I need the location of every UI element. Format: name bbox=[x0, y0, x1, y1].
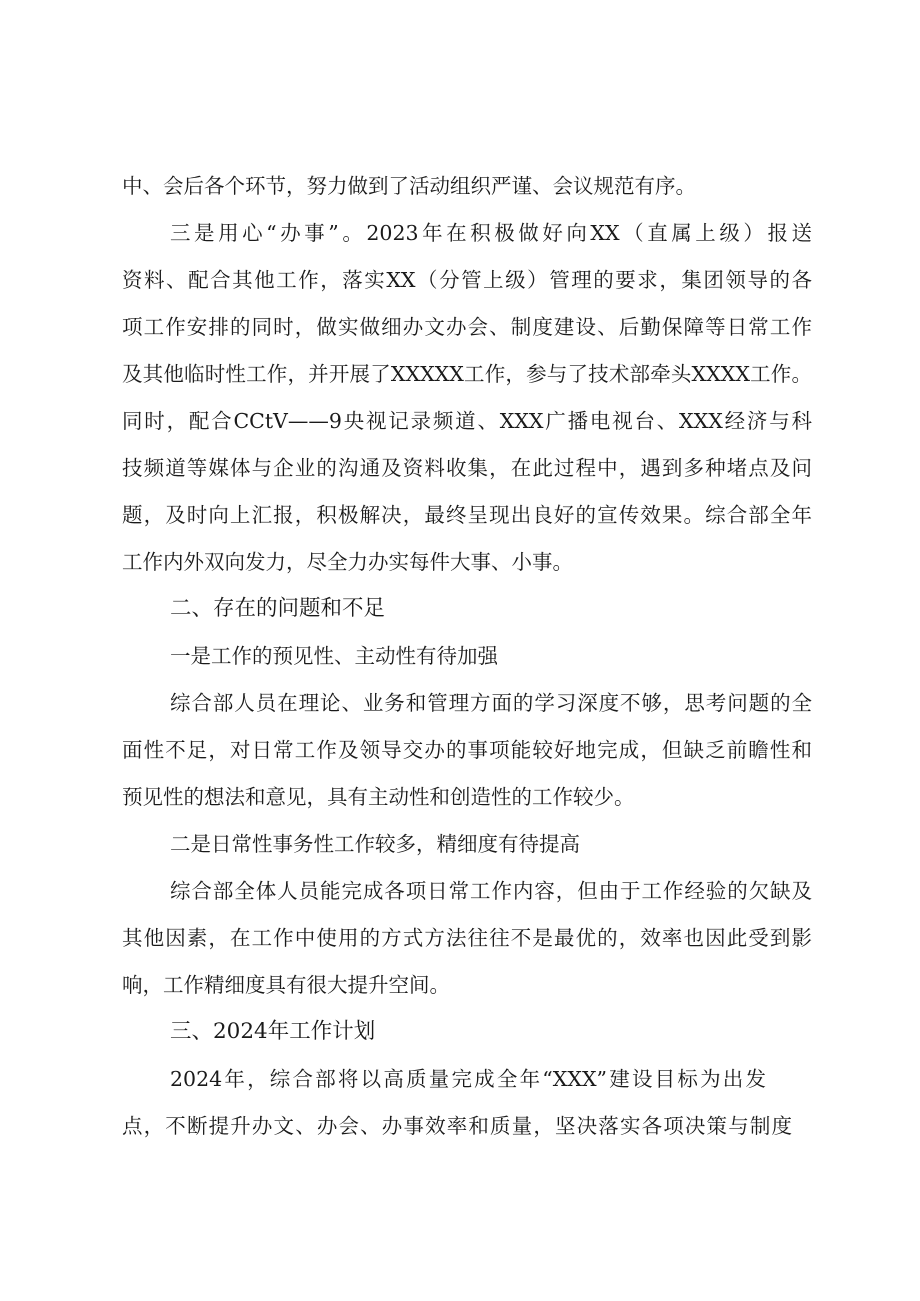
text-line: 三是用心“办事”。2023年在积极做好向XX（直属上级）报送 bbox=[170, 221, 812, 245]
section-heading: 三、2024年工作计划 bbox=[170, 1019, 376, 1044]
text-line: 资料、配合其他工作，落实XX（分管上级）管理的要求，集团领导的各 bbox=[122, 268, 812, 292]
text-line: 同时，配合CCtV——9央视记录频道、XXX广播电视台、XXX经济与科 bbox=[122, 409, 812, 433]
text-line: 面性不足，对日常工作及领导交办的事项能较好地完成，但缺乏前瞻性和 bbox=[122, 738, 812, 762]
text-line: 综合部全体人员能完成各项日常工作内容，但由于工作经验的欠缺及 bbox=[170, 879, 812, 903]
text-line: 题，及时向上汇报，积极解决，最终呈现出良好的宣传效果。综合部全年 bbox=[122, 503, 812, 527]
subsection-heading: 一是工作的预见性、主动性有待加强 bbox=[170, 644, 498, 668]
text-line: 及其他临时性工作，并开展了XXXXX工作，参与了技术部牵头XXXX工作。 bbox=[122, 362, 812, 386]
text-line: 其他因素，在工作中使用的方式方法往往不是最优的，效率也因此受到影 bbox=[122, 926, 812, 950]
text-line: 点，不断提升办文、办会、办事效率和质量，坚决落实各项决策与制度 bbox=[122, 1114, 792, 1138]
section-heading: 二、存在的问题和不足 bbox=[170, 596, 386, 621]
subsection-heading: 二是日常性事务性工作较多，精细度有待提高 bbox=[170, 832, 580, 856]
text-line: 技频道等媒体与企业的沟通及资料收集，在此过程中，遇到多种堵点及问 bbox=[122, 456, 812, 480]
text-line: 2024年，综合部将以高质量完成全年“XXX”建设目标为出发 bbox=[170, 1067, 766, 1091]
text-line: 项工作安排的同时，做实做细办文办会、制度建设、后勤保障等日常工作 bbox=[122, 315, 812, 339]
text-line: 预见性的想法和意见，具有主动性和创造性的工作较少。 bbox=[122, 785, 635, 809]
text-line: 工作内外双向发力，尽全力办实每件大事、小事。 bbox=[122, 550, 573, 574]
text-line: 综合部人员在理论、业务和管理方面的学习深度不够，思考问题的全 bbox=[170, 691, 812, 715]
text-line: 响，工作精细度具有很大提升空间。 bbox=[122, 973, 450, 997]
text-line: 中、会后各个环节，努力做到了活动组织严谨、会议规范有序。 bbox=[122, 174, 696, 198]
